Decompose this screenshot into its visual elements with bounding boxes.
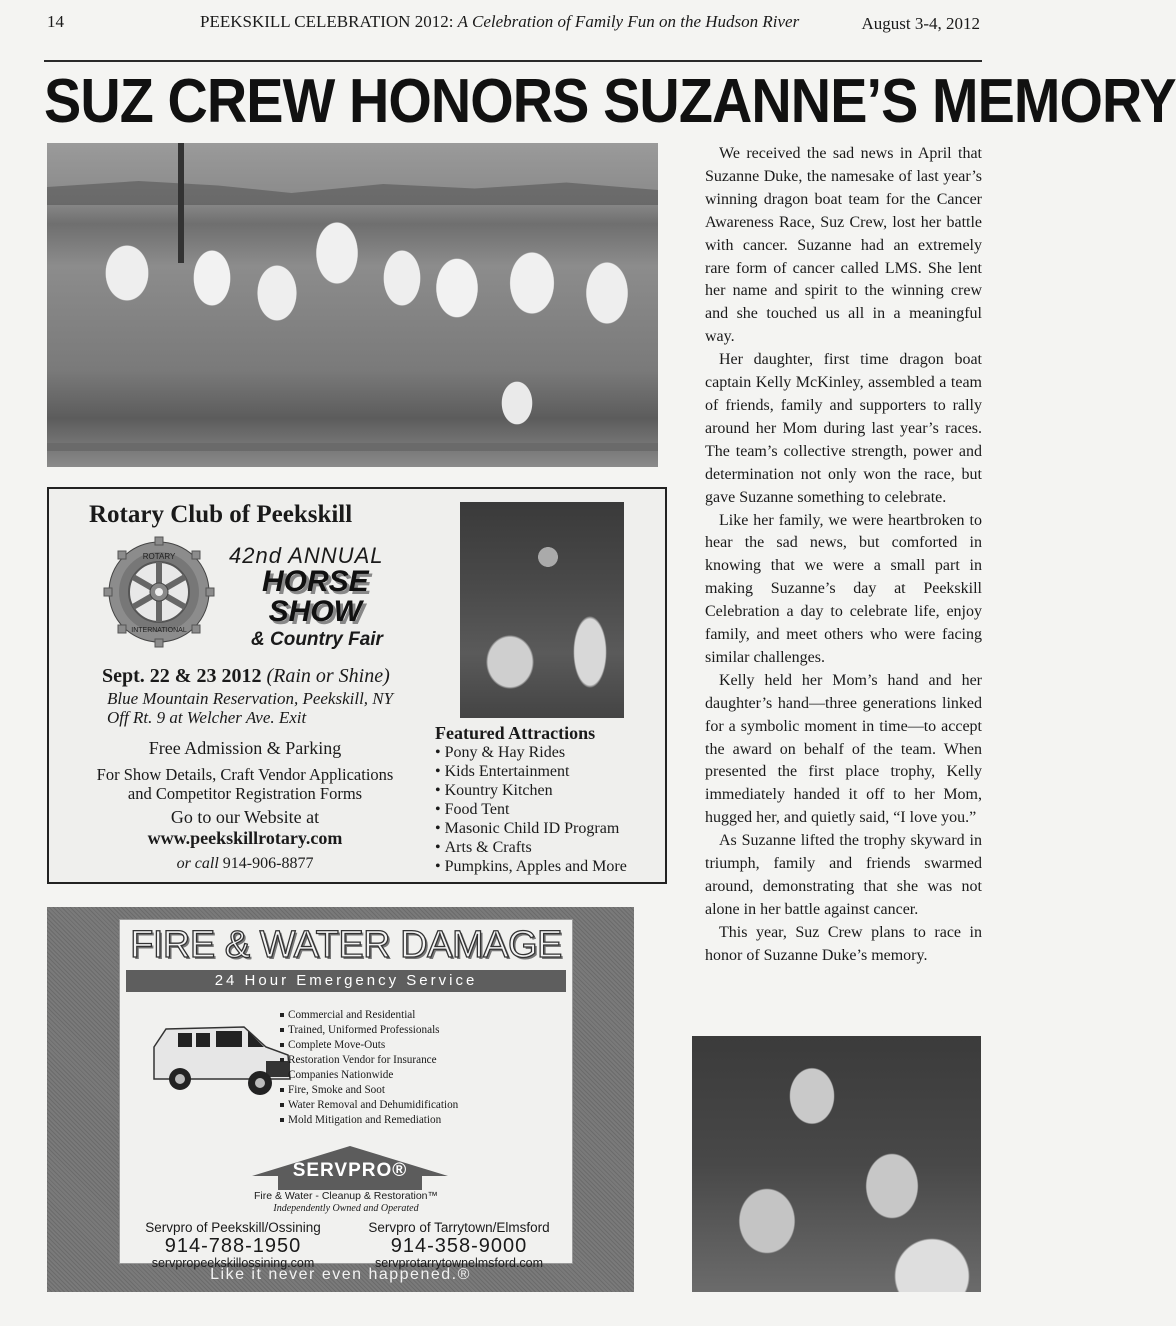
curb <box>47 443 658 451</box>
attraction-item: • Pumpkins, Apples and More <box>435 857 627 876</box>
article-paragraph: We received the sad news in April that Suzanne Duke, the namesake of last year’s winning dragon boat team for the Cancer Awareness Race, Suz Crew, lost her battle with cancer. Suzanne had an extremely rare form of cancer called LMS. She lent her name and spirit to the winning crew and she touched us all in a meaningful way. <box>705 145 982 346</box>
attraction-item: • Arts & Crafts <box>435 838 627 857</box>
rotary-horse-show-ad <box>47 487 667 884</box>
venue <box>107 689 393 727</box>
article-paragraph: Like her family, we were heartbroken to hear the sad news, but comforted in knowing that we were a small part in making Suzanne’s day at Peekskill Celebration a day to celebrate life, enjoy family, and meet others who were facing similar challenges. <box>705 511 982 666</box>
attractions-list <box>435 743 627 876</box>
service-item: Trained, Uniformed Professionals <box>280 1023 458 1038</box>
article-paragraph: Kelly held her Mom’s hand and her daughter’s hand—three generations linked for a symbolic moment in time—to accept the award on behalf of the team. When presented the first place trophy, Kelly immediately handed it off to her Mom, hugged her, and quietly said, “I love you.” <box>705 671 982 827</box>
location-name: Servpro of Peekskill/Ossining <box>145 1220 321 1235</box>
attraction-item: • Pony & Hay Rides <box>435 743 627 762</box>
horse-show-title <box>262 567 369 627</box>
running-head <box>200 12 799 32</box>
service-item: Fire, Smoke and Soot <box>280 1083 458 1098</box>
details-line-2: and Competitor Registration Forms <box>127 784 363 803</box>
servpro-brand: SERVPRO® <box>292 1160 408 1181</box>
rotary-ad-title: Rotary Club of Peekskill <box>89 501 353 528</box>
attraction-item: • Masonic Child ID Program <box>435 819 627 838</box>
horse-show-line-1: HORSE <box>262 565 369 598</box>
servpro-slogan: Like it never even happened.® <box>210 1266 471 1283</box>
attractions-title: Featured Attractions <box>435 723 596 743</box>
website-lead: Go to our Website at <box>170 807 320 827</box>
horse-rider-photo <box>460 502 624 718</box>
location-phone: 914-358-9000 <box>390 1235 528 1257</box>
horse-show-line-2: SHOW <box>268 595 362 628</box>
group-photo <box>47 143 658 467</box>
pole <box>178 143 184 263</box>
page-number: 14 <box>47 12 64 31</box>
publication-name: PEEKSKILL CELEBRATION 2012: <box>200 12 454 31</box>
dates-text: Sept. 22 & 23 2012 <box>102 665 262 687</box>
admission-info: Free Admission & Parking <box>148 738 342 758</box>
phone-number: 914-906-8877 <box>222 855 314 872</box>
servpro-tagline: Fire & Water - Cleanup & Restoration™ <box>253 1190 438 1202</box>
service-item: Restoration Vendor for Insurance Companies Nationwide <box>280 1053 443 1083</box>
country-fair-label: & Country Fair <box>251 629 383 650</box>
annual-label: 42nd ANNUAL <box>229 543 384 568</box>
rotary-website-link[interactable]: www.peekskillrotary.com <box>147 828 343 848</box>
service-item: Water Removal and Dehumidification <box>280 1098 458 1113</box>
service-item: Commercial and Residential <box>280 1008 458 1023</box>
van-icon <box>148 1017 296 1097</box>
venue-line-2: Off Rt. 9 at Welcher Ave. Exit <box>107 708 307 727</box>
show-dates <box>102 665 390 688</box>
location-phone: 914-788-1950 <box>164 1235 302 1257</box>
article-paragraph: Her daughter, first time dragon boat captain Kelly McKinley, assembled a team of friends, family and supporters to rally around her Mom during last year’s races. The team’s collective strength, power and determination not only won the race, but gave Suzanne something to celebrate. <box>705 351 982 506</box>
article-headline: SUZ CREW HONORS SUZANNE’S MEMORY <box>44 67 1176 136</box>
location-name: Servpro of Tarrytown/Elmsford <box>368 1220 550 1235</box>
article-paragraph: As Suzanne lifted the trophy skyward in triumph, family and friends swarmed around, demonstrating that she was not alone in her battle against cancer. <box>705 832 982 918</box>
rotary-phone <box>49 855 441 873</box>
services-list <box>280 1008 458 1128</box>
servpro-panel <box>119 919 573 1270</box>
rotary-wheel-icon <box>104 537 214 647</box>
location-tarrytown <box>346 1220 572 1270</box>
location-url[interactable]: servprotarrytownelmsford.com <box>374 1256 544 1270</box>
location-peekskill <box>120 1220 346 1270</box>
venue-line-1: Blue Mountain Reservation, Peekskill, NY <box>107 689 394 708</box>
location-url[interactable]: servpropeekskillossining.com <box>151 1256 315 1270</box>
attraction-item: • Kountry Kitchen <box>435 781 627 800</box>
service-item: Mold Mitigation and Remediation <box>280 1113 458 1128</box>
fire-water-damage-title: FIRE & WATER DAMAGE <box>130 924 562 966</box>
rain-or-shine: (Rain or Shine) <box>266 665 390 687</box>
servpro-ad <box>47 907 634 1292</box>
emergency-service-banner: 24 Hour Emergency Service <box>126 970 566 992</box>
logo-text-top: ROTARY <box>142 552 176 561</box>
article-paragraph: This year, Suz Crew plans to race in honor of Suzanne Duke’s memory. <box>705 923 982 964</box>
attraction-item: • Kids Entertainment <box>435 762 627 781</box>
trio-photo <box>692 1036 981 1292</box>
show-details <box>49 765 441 803</box>
attraction-item: • Food Tent <box>435 800 627 819</box>
phone-lead: or call <box>176 855 219 872</box>
details-line-1: For Show Details, Craft Vendor Applications <box>96 765 394 784</box>
service-item: Complete Move-Outs <box>280 1038 458 1053</box>
servpro-ownership: Independently Owned and Operated <box>273 1203 419 1214</box>
logo-text-bottom: INTERNATIONAL <box>131 627 187 634</box>
issue-date: August 3-4, 2012 <box>861 14 980 33</box>
mountain-background <box>47 175 658 205</box>
article-body <box>705 143 982 968</box>
publication-subtitle: A Celebration of Family Fun on the Hudson River <box>457 12 800 31</box>
